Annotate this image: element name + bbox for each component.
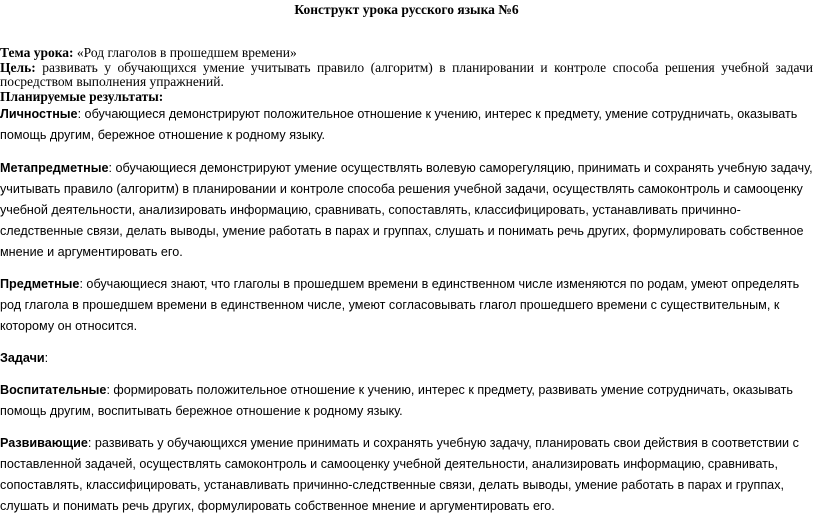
personal-label: Личностные (0, 107, 78, 122)
subject-results (0, 274, 813, 337)
goal-value: развивать у обучающихся умение учитывать правило (алгоритм) в планировании и контроле способа решения учебной задачи посредством выполнения упражнений. (0, 59, 813, 90)
personal-results (0, 104, 813, 146)
tasks-colon: : (44, 351, 49, 366)
metasubject-text: : обучающиеся демонстрируют умение осуществлять волевую саморегуляцию, принимать и сохранять учебную задачу, учитывать правило (алгоритм) в планировании и контроле способа решения учебной задачи, осуществлять самоконтроль и самооценку учебной деятельности, анализировать информацию, сравнивать, сопоставлять, классифицировать, устанавливать причинно-следственные связи, делать выводы, умение работать в парах и группах, слушать и понимать речь других, формулировать собственное мнение и аргументировать его. (0, 161, 813, 260)
personal-text: : обучающиеся демонстрируют положительное отношение к учению, интерес к предмету, умение сотрудничать, оказывать помощь другим, бережное отношение к родному языку. (0, 107, 798, 143)
tasks-heading (0, 348, 813, 369)
educational-text: : формировать положительное отношение к учению, интерес к предмету, развивать умение сотрудничать, оказывать помощь другим, воспитывать бережное отношение к родному языку. (0, 383, 793, 419)
planned-results-label: Планируемые результаты: (0, 88, 164, 104)
metasubject-label: Метапредметные (0, 161, 109, 176)
subject-text: : обучающиеся знают, что глаголы в прошедшем времени в единственном числе изменяются по родам, умеют определять род глагола в прошедшем времени в единственном числе, умеют согласовывать глагол прошедшего времени с существительным, к которому он относится. (0, 277, 800, 334)
planned-results-heading (0, 90, 813, 105)
subject-label: Предметные (0, 277, 80, 292)
developmental-tasks (0, 433, 813, 517)
document-title: Конструкт урока русского языка №6 (294, 2, 519, 17)
goal-label: Цель: (0, 59, 36, 75)
educational-label: Воспитательные (0, 383, 107, 398)
educational-tasks (0, 380, 813, 422)
developmental-text: : развивать у обучающихся умение принимать и сохранять учебную задачу, планировать свои действия в соответствии с поставленной задачей, осуществлять самоконтроль и самооценку учебной деятельности, анализировать информацию, сравнивать, сопоставлять, классифицировать, устанавливать причинно-следственные связи, делать выводы, умение работать в парах и группах, слушать и понимать речь других, формулировать собственное мнение и аргументировать его. (0, 436, 799, 514)
developmental-label: Развивающие (0, 436, 88, 451)
metasubject-results (0, 158, 813, 263)
tasks-label: Задачи (0, 351, 45, 366)
topic-label: Тема урока: (0, 45, 74, 60)
lesson-topic (0, 46, 813, 61)
topic-value: «Род глаголов в прошедшем времени» (73, 45, 297, 60)
lesson-goal (0, 61, 813, 90)
